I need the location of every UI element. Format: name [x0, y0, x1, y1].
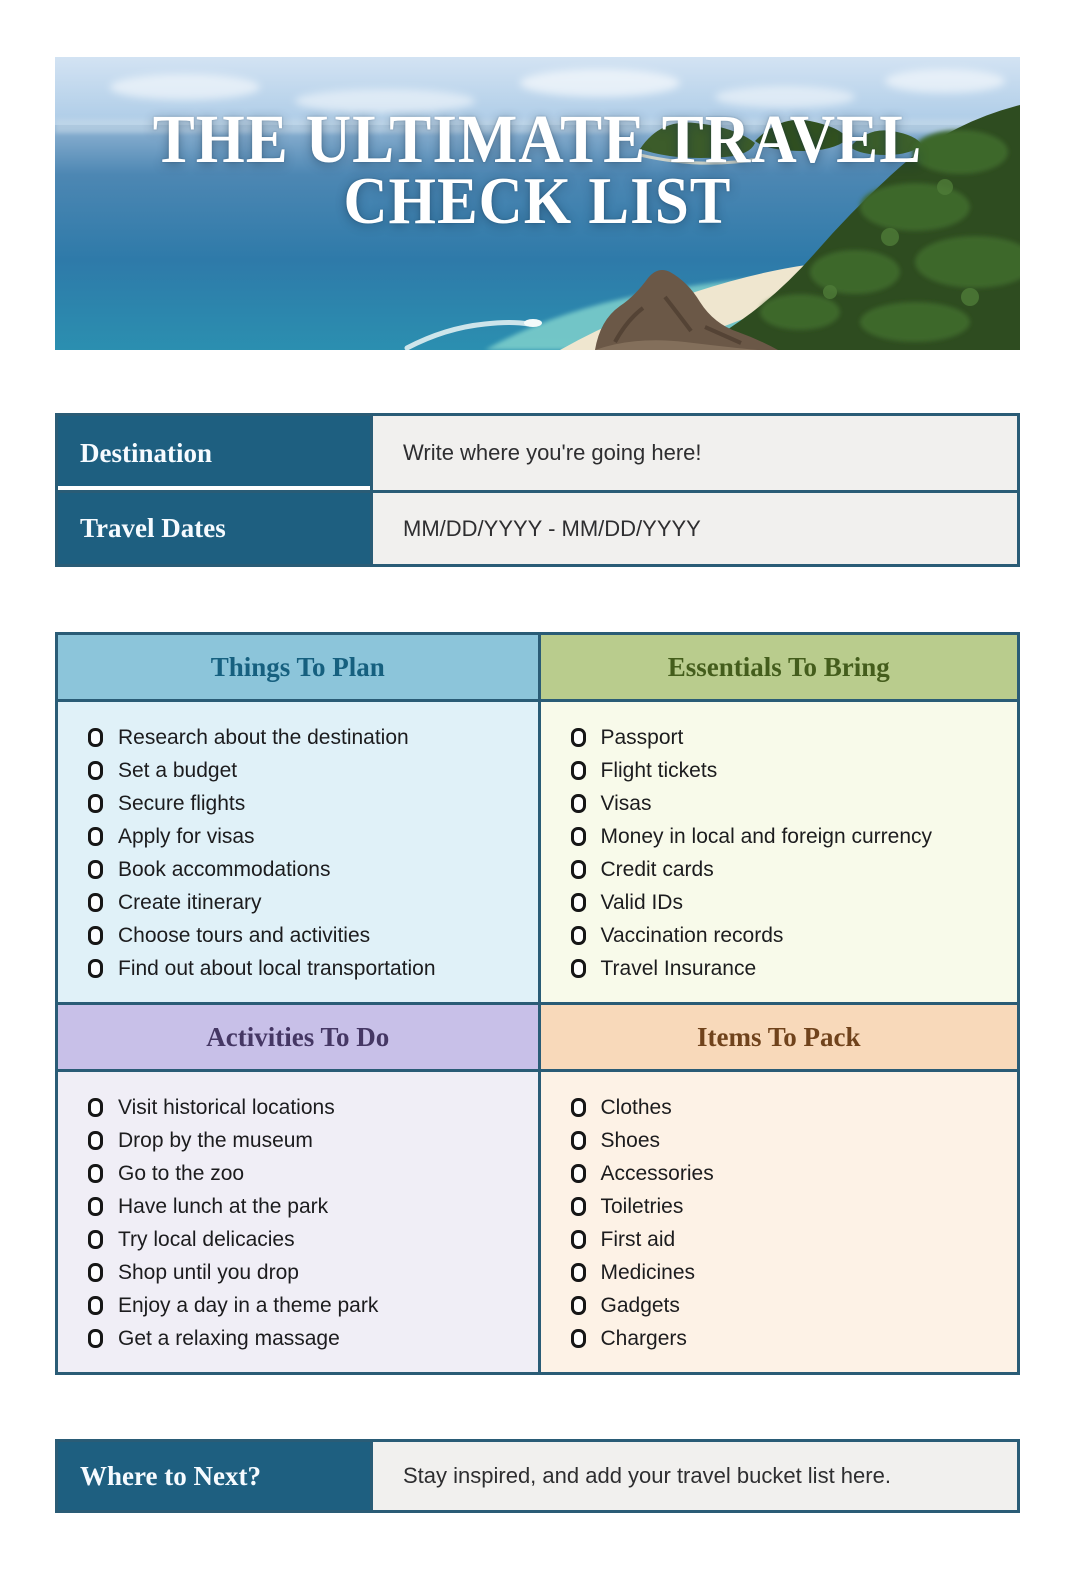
checklist-item-label: Vaccination records: [600, 923, 784, 947]
checklist-item: [571, 787, 1010, 820]
where-to-next-value-field[interactable]: Stay inspired, and add your travel bucket list here.: [370, 1442, 1017, 1510]
checkbox-icon[interactable]: [571, 926, 586, 945]
checkbox-icon[interactable]: [88, 959, 103, 978]
checklist-item: [571, 1124, 1010, 1157]
checklist-item: [571, 853, 1010, 886]
checklist-item-label: Chargers: [600, 1326, 687, 1350]
checkbox-icon[interactable]: [88, 893, 103, 912]
checklist-item-label: Go to the zoo: [118, 1161, 245, 1185]
trip-info-table: [55, 413, 1020, 567]
checklist-item: [571, 820, 1010, 853]
where-to-next-label: Where to Next?: [58, 1442, 370, 1510]
destination-label: Destination: [58, 416, 370, 490]
checkbox-icon[interactable]: [571, 893, 586, 912]
checklist-item: [88, 1322, 530, 1355]
body-row-bottom: [58, 1069, 1017, 1372]
where-to-next-row: [55, 1439, 1020, 1513]
section-header-activities-to-do: [58, 1005, 538, 1069]
checklist-item: [88, 787, 530, 820]
checklist-item-label: Get a relaxing massage: [118, 1326, 340, 1350]
section-title: Activities To Do: [206, 1021, 390, 1052]
checklist-items: [88, 721, 530, 985]
checkbox-icon[interactable]: [571, 1131, 586, 1150]
checklist-item: [88, 886, 530, 919]
header-row-bottom: [58, 1002, 1017, 1069]
page-title: [55, 57, 1020, 350]
checklist-item: [88, 721, 530, 754]
checklist-item-label: Enjoy a day in a theme park: [118, 1293, 379, 1317]
checkbox-icon[interactable]: [571, 1098, 586, 1117]
checklist-item: [571, 1289, 1010, 1322]
items-to-pack-body: [538, 1072, 1018, 1372]
checklist-item-label: Set a budget: [118, 758, 238, 782]
checklist-item-label: Find out about local transportation: [118, 956, 436, 980]
destination-value-field[interactable]: Write where you're going here!: [370, 416, 1017, 490]
checklist-item-label: Visit historical locations: [118, 1095, 335, 1119]
essentials-to-bring-body: [538, 702, 1018, 1002]
checklist-items: [571, 721, 1010, 985]
checklist-item: [88, 1190, 530, 1223]
checklist-item-label: Valid IDs: [600, 890, 683, 914]
checklist-item: [88, 1091, 530, 1124]
checklist-item: [571, 952, 1010, 985]
checklist-items: [571, 1091, 1010, 1355]
activities-to-do-body: [58, 1072, 538, 1372]
checklist-item-label: Toiletries: [600, 1194, 684, 1218]
checklist-item: [88, 1256, 530, 1289]
checklist-item-label: Shop until you drop: [118, 1260, 299, 1284]
checklist-item: [571, 721, 1010, 754]
things-to-plan-body: [58, 702, 538, 1002]
checklist-item-label: Flight tickets: [600, 758, 718, 782]
checklist-item-label: Money in local and foreign currency: [600, 824, 933, 848]
checklist-item: [571, 1190, 1010, 1223]
checklist-item: [571, 886, 1010, 919]
checklist-item: [88, 1289, 530, 1322]
checkbox-icon[interactable]: [571, 827, 586, 846]
checkbox-icon[interactable]: [88, 1263, 103, 1282]
checklist-item-label: Secure flights: [118, 791, 246, 815]
checklist-item: [571, 1157, 1010, 1190]
checkbox-icon[interactable]: [88, 1164, 103, 1183]
checklist-item-label: Research about the destination: [118, 725, 409, 749]
checklist-item-label: Have lunch at the park: [118, 1194, 329, 1218]
checklist-item-label: Credit cards: [600, 857, 714, 881]
checklist-item: [88, 1157, 530, 1190]
header-photo: [55, 57, 1020, 350]
checklist-item-label: Drop by the museum: [118, 1128, 313, 1152]
checkbox-icon[interactable]: [88, 926, 103, 945]
checkbox-icon[interactable]: [571, 1329, 586, 1348]
checkbox-icon[interactable]: [571, 794, 586, 813]
checklist-item-label: Clothes: [600, 1095, 672, 1119]
checklist-item-label: Shoes: [600, 1128, 661, 1152]
checklist-item-label: Travel Insurance: [600, 956, 757, 980]
checklist-item: [88, 1124, 530, 1157]
page-title-line1: THE ULTIMATE TRAVEL: [152, 100, 923, 178]
checkbox-icon[interactable]: [88, 1329, 103, 1348]
checklist-item: [571, 1322, 1010, 1355]
section-title: Items To Pack: [696, 1021, 861, 1052]
checklist-item-label: Choose tours and activities: [118, 923, 371, 947]
checkbox-icon[interactable]: [88, 1197, 103, 1216]
checklist-item: [571, 1256, 1010, 1289]
checklist-item-label: Try local delicacies: [118, 1227, 295, 1251]
checkbox-icon[interactable]: [88, 1131, 103, 1150]
checklist-grid: [55, 632, 1020, 1375]
checklist-item: [571, 1223, 1010, 1256]
checklist-item-label: Create itinerary: [118, 890, 262, 914]
checkbox-icon[interactable]: [571, 728, 586, 747]
destination-row: [58, 416, 1017, 490]
checklist-item: [571, 754, 1010, 787]
checkbox-icon[interactable]: [88, 761, 103, 780]
checklist-item-label: Passport: [600, 725, 684, 749]
checkbox-icon[interactable]: [571, 860, 586, 879]
checklist-items: [88, 1091, 530, 1355]
checkbox-icon[interactable]: [88, 1296, 103, 1315]
checklist-item: [571, 1091, 1010, 1124]
travel-dates-row: [58, 490, 1017, 564]
checkbox-icon[interactable]: [571, 1263, 586, 1282]
checklist-item: [88, 952, 530, 985]
checkbox-icon[interactable]: [571, 1230, 586, 1249]
section-title: Essentials To Bring: [667, 651, 890, 682]
checklist-item: [88, 919, 530, 952]
section-header-essentials-to-bring: [538, 635, 1018, 699]
checklist-item-label: Book accommodations: [118, 857, 331, 881]
section-header-items-to-pack: [538, 1005, 1018, 1069]
checkbox-icon[interactable]: [571, 959, 586, 978]
checklist-item-label: Visas: [600, 791, 652, 815]
checklist-item-label: Medicines: [600, 1260, 696, 1284]
checkbox-icon[interactable]: [571, 761, 586, 780]
checklist-item-label: Accessories: [600, 1161, 714, 1185]
checklist-item: [571, 919, 1010, 952]
checkbox-icon[interactable]: [571, 1197, 586, 1216]
header-row-top: [58, 635, 1017, 699]
checkbox-icon[interactable]: [88, 728, 103, 747]
page-title-line2: CHECK LIST: [343, 164, 732, 239]
body-row-top: [58, 699, 1017, 1002]
travel-dates-value-field[interactable]: MM/DD/YYYY - MM/DD/YYYY: [370, 493, 1017, 564]
section-title: Things To Plan: [210, 651, 385, 682]
checkbox-icon[interactable]: [88, 794, 103, 813]
checkbox-icon[interactable]: [571, 1296, 586, 1315]
checklist-item-label: Apply for visas: [118, 824, 255, 848]
checkbox-icon[interactable]: [88, 1230, 103, 1249]
checklist-item: [88, 754, 530, 787]
checkbox-icon[interactable]: [88, 827, 103, 846]
checklist-item: [88, 853, 530, 886]
travel-dates-label: Travel Dates: [58, 493, 370, 564]
checkbox-icon[interactable]: [88, 860, 103, 879]
checkbox-icon[interactable]: [88, 1098, 103, 1117]
section-header-things-to-plan: [58, 635, 538, 699]
checklist-item-label: First aid: [600, 1227, 676, 1251]
checkbox-icon[interactable]: [571, 1164, 586, 1183]
checklist-item: [88, 820, 530, 853]
checklist-item-label: Gadgets: [600, 1293, 680, 1317]
checklist-item: [88, 1223, 530, 1256]
